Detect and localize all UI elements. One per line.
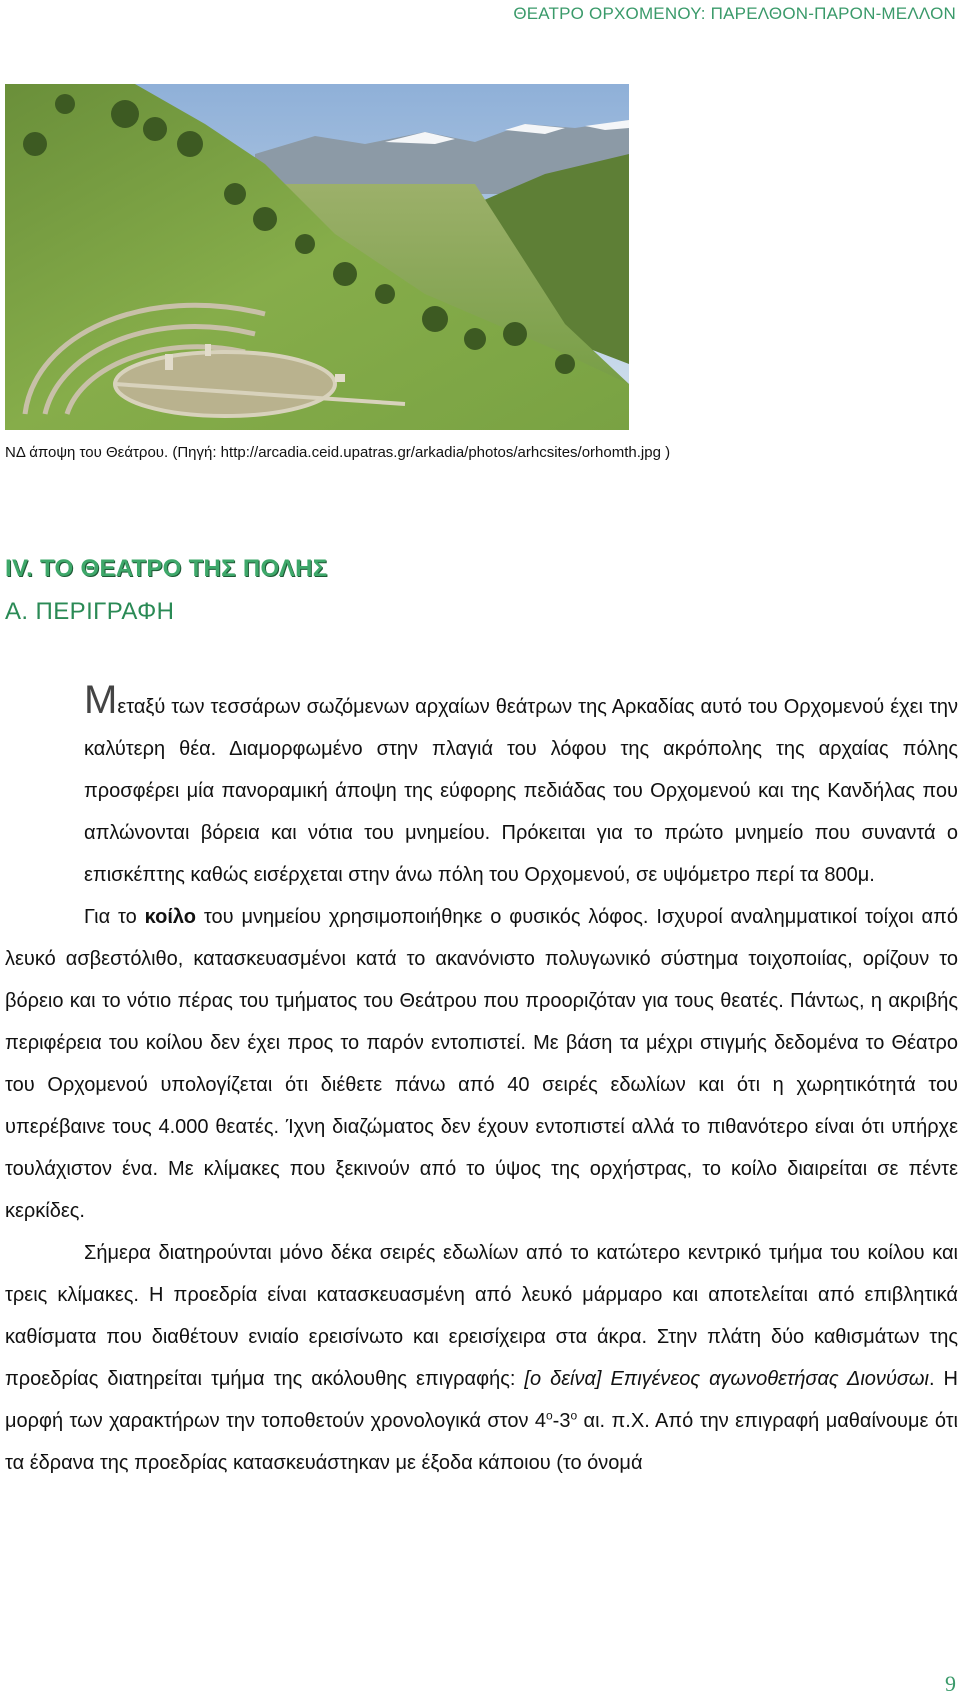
section-subtitle: Α. ΠΕΡΙΓΡΑΦΗ — [5, 598, 175, 625]
paragraph-3 — [5, 1232, 958, 1484]
theatre-photo — [5, 84, 629, 430]
paragraph-3-text-a: Σήμερα διατηρούνται μόνο δέκα σειρές εδωλίων από το κατώτερο κεντρικό τμήμα του κοίλου και τρεις κλίμακες. Η προεδρία είναι κατασκευασμένη από λευκό μάρμαρο και αποτελείται από επιβλητικά καθίσματα που διαθέτουν ενιαίο ερεισίνωτο και ερεισίχειρα στα άκρα. Στην πλάτη δύο καθισμάτων της προεδρίας διατηρείται τμήμα της ακόλουθης επιγραφής: — [5, 1242, 958, 1390]
paragraph-2-text-a: Για το — [84, 906, 145, 928]
paragraph-3-text-d: αι. π.Χ. Από την επιγραφή μαθαίνουμε ότι τα έδρανα της προεδρίας κατασκευάστηκαν με έξοδα κάποιου (το όνομά — [5, 1410, 958, 1474]
body-text — [5, 678, 958, 1484]
page-number: 9 — [945, 1671, 956, 1696]
superscript-1: ο — [545, 1408, 553, 1423]
term-koilo: κοίλο — [144, 906, 197, 928]
paragraph-3-text-b: . Η μορφή των χαρακτήρων την τοποθετούν χρονολογικά στον 4 — [5, 1368, 958, 1432]
paragraph-1 — [5, 678, 958, 896]
figure-caption: ΝΔ άποψη του Θεάτρου. (Πηγή: http://arcadia.ceid.upatras.gr/arkadia/photos/arhcsites/orhomth.jpg ) — [5, 444, 671, 461]
superscript-2: ο — [570, 1408, 578, 1423]
paragraph-3-text-c: -3 — [552, 1410, 571, 1432]
inscription-text: [ο δείνα] Επιγένεος αγωνοθετήσας Διονύσωι — [524, 1368, 929, 1390]
paragraph-2 — [5, 896, 958, 1232]
section-title: IV. ΤΟ ΘΕΑΤΡΟ ΤΗΣ ΠΟΛΗΣ — [5, 555, 328, 582]
paragraph-1-text: εταξύ των τεσσάρων σωζόμενων αρχαίων θεάτρων της Αρκαδίας αυτό του Ορχομενού έχει την καλύτερη θέα. Διαμορφωμένο στην πλαγιά του λόφου της ακρόπολης της αρχαίας πόλης προσφέρει μία πανοραμική άποψη της εύφορης πεδιάδας του Ορχομενού και της Κανδήλας που απλώνονται βόρεια και νότια του μνημείου. Πρόκειται για το πρώτο μνημείο που συναντά ο επισκέπτης καθώς εισέρχεται στην άνω πόλη του Ορχομενού, σε υψόμετρο περί τα 800μ. — [84, 696, 958, 886]
running-header: ΘΕΑΤΡΟ ΟΡΧΟΜΕΝΟΥ: ΠΑΡΕΛΘΟΝ-ΠΑΡΟΝ-ΜΕΛΛΟΝ — [513, 4, 956, 23]
drop-cap: Μ — [84, 678, 118, 722]
paragraph-2-text-b: του μνημείου χρησιμοποιήθηκε ο φυσικός λόφος. Ισχυροί αναλημματικοί τοίχοι από λευκό ασβεστόλιθο, κατασκευασμένοι κατά το ακανόνιστο πολυγωνικό σύστημα τοιχοποιίας, ορίζουν το βόρειο και το νότιο πέρας του τμήματος του Θεάτρου που προοριζόταν για τους θεατές. Πάντως, η ακριβής περιφέρεια του κοίλου δεν έχει προς το παρόν εντοπιστεί. Με βάση τα μέχρι στιγμής δεδομένα το Θέατρο του Ορχομενού υπολογίζεται ότι διέθετε πάνω από 40 σειρές εδωλίων και ότι η χωρητικότητά του υπερέβαινε τους 4.000 θεατές. Ίχνη διαζώματος δεν έχουν εντοπιστεί αλλά το πιθανότερο είναι ότι υπήρχε τουλάχιστον ένα. Με κλίμακες που ξεκινούν από το ύψος της ορχήστρας, το κοίλο διαιρείται σε πέντε κερκίδες. — [5, 906, 958, 1222]
